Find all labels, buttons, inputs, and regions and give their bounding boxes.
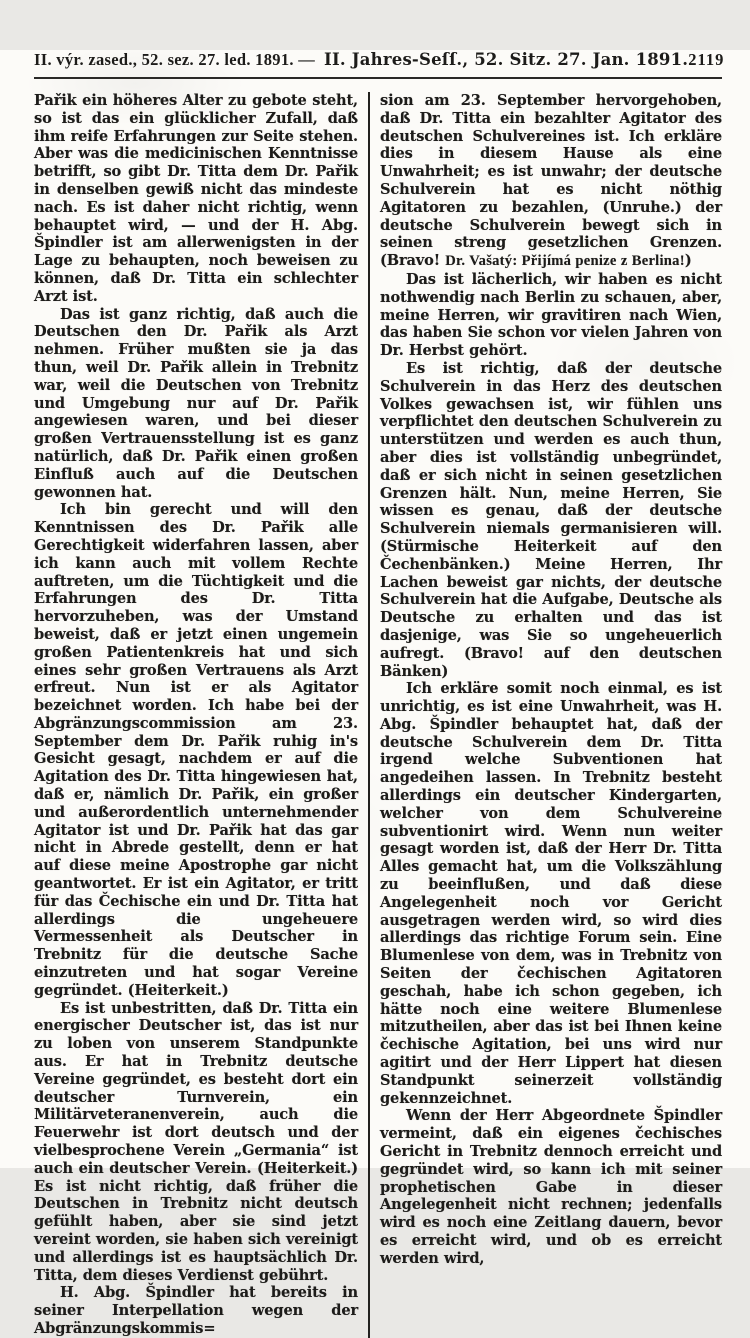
paragraph [34, 306, 358, 502]
paragraph [380, 680, 722, 1107]
fraktur-text-run: Das ist ganz richtig, daß auch die Deutschen den Dr. Pařik als Arzt nehmen. Früher mußten sie ja das thun, weil Dr. Pařik allein in Trebnitz war, weil die Deutschen von Trebnitz und Umgebung nur auf Dr. Pařik angewiesen waren, und bei dieser großen Vertrauensstellung ist es ganz natürlich, daß Dr. Pařik einen großen Einfluß auch auf die Deutschen gewonnen hat. [34, 305, 358, 501]
header-citation-czech: II. výr. zased., 52. sez. 27. led. 1891. — [34, 50, 316, 69]
fraktur-text-run: Pařik ein höheres Alter zu gebote steht, so ist das ein glücklicher Zufall, daß ihm reife Erfahrungen zur Seite stehen. Aber was die medicinischen Kenntnisse betrifft, so gibt Dr. Titta dem Dr. Pařik in denselben gewiß nicht das mindeste nach. Es ist daher nicht richtig, wenn behauptet wird, — und der H. Abg. Špindler ist am allerwenigsten in der Lage zu behaupten, noch beweisen zu können, daß Dr. Titta ein schlechter Arzt ist. [34, 92, 358, 305]
header-citation-german: II. Jahres-Seſſ., 52. Sitz. 27. Jan. 1891. [324, 50, 689, 69]
fraktur-text-run: H. Abg. Špindler hat bereits in seiner Interpellation wegen der Abgränzungskommis= [34, 1284, 358, 1337]
paragraph [34, 92, 358, 306]
fraktur-text-run: Es ist unbestritten, daß Dr. Titta ein energischer Deutscher ist, das ist nur zu loben von unserem Standpunkte aus. Er hat in Trebnitz deutsche Vereine gegründet, es besteht dort ein deutscher Turnverein, ein Militärveteranenverein, auch die Feuerwehr ist dort deutsch und der vielbesprochene Verein „Germania“ ist auch ein deutscher Verein. (Heiterkeit.) Es ist nicht richtig, daß früher die Deutschen in Trebnitz nicht deutsch gefühlt haben, aber sie sind jetzt vereint worden, sie haben sich vereinigt und allerdings ist es hauptsächlich Dr. Titta, dem dieses Verdienst gebührt. [34, 999, 358, 1284]
paragraph [380, 92, 722, 271]
running-header [34, 50, 725, 79]
paragraph [380, 360, 722, 680]
scanned-document-page [0, 50, 750, 1337]
fraktur-text-run: Ich bin gerecht und will den Kenntnissen des Dr. Pařik alle Gerechtigkeit widerfahren lassen, aber ich kann auch mit vollem Rechte auftreten, um die Tüchtigkeit und die Erfahrungen des Dr. Titta hervorzuheben, was der Umstand beweist, daß er jetzt einen ungemein großen Patientenkreis hat und sich eines sehr großen Vertrauens als Arzt erfreut. Nun ist er als Agitator bezeichnet worden. Ich habe bei der Abgränzungscommission am 23. September dem Dr. Pařik ruhig in's Gesicht gesagt, nachdem er auf die Agitation des Dr. Titta hingewiesen hat, daß er, nämlich Dr. Pařik, ein großer und außerordentlich unternehmender Agitator ist und Dr. Pařik hat das gar nicht in Abrede gestellt, denn er hat auf diese meine Apostrophe gar nicht geantwortet. Er ist ein Agitator, er tritt für das Čechische ein und Dr. Titta hat allerdings die ungeheuere Vermessenheit als Deutscher in Trebnitz für die deutsche Sache einzutreten und hat sogar Vereine gegründet. (Heiterkeit.) [34, 501, 358, 999]
fraktur-text-run: Das ist lächerlich, wir haben es nicht nothwendig nach Berlin zu schauen, aber, meine Herren, wir gravitiren nach Wien, das haben Sie schon vor vielen Jahren von Dr. Herbst gehört. [380, 270, 722, 360]
fraktur-text-run: Wenn der Herr Abgeordnete Špindler vermeint, daß ein eigenes čechisches Gericht in Trebnitz dennoch erreicht und gegründet wird, so kann ich mit seiner prophetischen Gabe in dieser Angelegenheit nicht rechnen; jedenfalls wird es noch eine Zeitlang dauern, bevor es erreicht wird, und ob es erreicht werden wird, [380, 1107, 722, 1267]
paragraph [34, 1284, 358, 1337]
fraktur-text-run: ) [684, 252, 692, 270]
page-number: 2119 [688, 50, 725, 69]
paragraph [380, 271, 722, 360]
paragraph [380, 1107, 722, 1267]
fraktur-text-run: Ich erkläre somit noch einmal, es ist unrichtig, es ist eine Unwahrheit, was H. Abg. Špindler behauptet hat, daß der deutsche Schulverein dem Dr. Titta irgend welche Subventionen hat angedeihen lassen. In Trebnitz besteht allerdings ein deutscher Kindergarten, welcher von dem Schulvereine subventionirt wird. Wenn nun weiter gesagt worden ist, daß der Herr Dr. Titta Alles gemacht hat, um die Volkszählung zu beeinflußen, und daß diese Angelegenheit noch vor Gericht ausgetragen werden wird, so wird dies allerdings das richtige Forum sein. Eine Blumenlese von dem, was in Trebnitz von Seiten der čechischen Agitatoren geschah, habe ich schon gegeben, ich hätte noch eine weitere Blumenlese mitzutheilen, aber das ist bei Ihnen keine čechische Agitation, bei uns wird nur agitirt und der Herr Lippert hat diesen Standpunkt seinerzeit vollständig gekennzeichnet. [380, 680, 722, 1107]
fraktur-text-run: Es ist richtig, daß der deutsche Schulverein in das Herz des deutschen Volkes gewachsen ist, wir fühlen uns verpflichtet den deutschen Schulverein zu unterstützen und werden es auch thun, aber dies ist vollständig unbegründet, daß er sich nicht in seinen gesetzlichen Grenzen hält. Nun, meine Herren, Sie wissen es genau, daß der deutsche Schulverein niemals germanisieren will. (Stürmische Heiterkeit auf den Čechenbänken.) Meine Herren, Ihr Lachen beweist gar nichts, der deutsche Schulverein hat die Aufgabe, Deutsche als Deutsche zu erhalten und das ist dasjenige, was Sie so ungeheuerlich aufregt. (Bravo! auf den deutschen Bänken) [380, 359, 722, 680]
paragraph [34, 1000, 358, 1285]
fraktur-text-run: sion am 23. September hervorgehoben, daß Dr. Titta ein bezahlter Agitator des deutschen Schulvereines ist. Ich erkläre dies in diesem Hause als eine Unwahrheit; es ist unwahr; der deutsche Schulverein hat es nicht nöthig Agitatoren zu bezahlen, (Unruhe.) der deutsche Schulverein bewegt sich in seinen streng gesetzlichen Grenzen. (Bravo! [380, 92, 722, 270]
text-columns [34, 92, 722, 1338]
right-column [370, 92, 722, 1338]
paragraph [34, 501, 358, 999]
left-column [34, 92, 368, 1338]
antiqua-text-run: Dr. Vašatý: Přijímá penize z Berlina! [445, 253, 685, 270]
